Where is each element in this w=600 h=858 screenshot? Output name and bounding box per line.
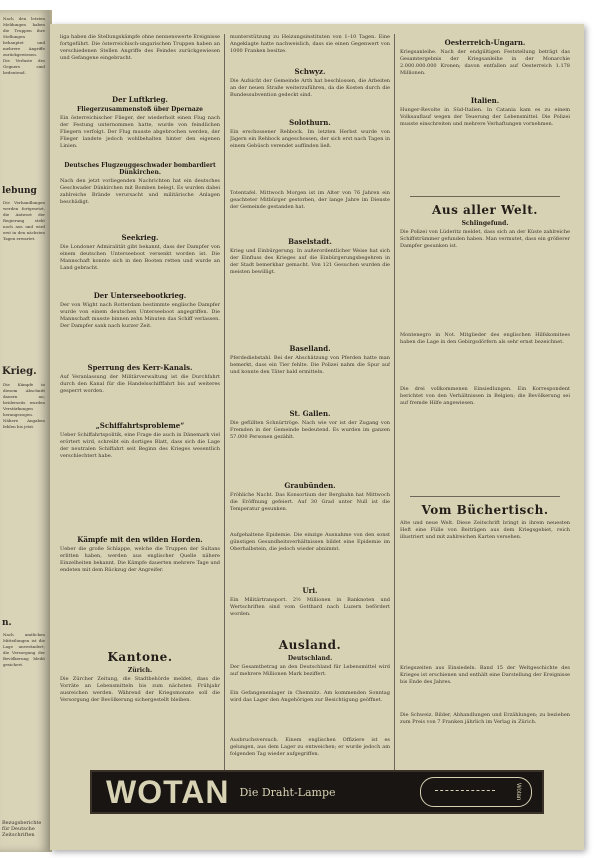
heading-luftkrieg: Der Luftkrieg. [112, 95, 168, 104]
heading-ausland: Ausland. [278, 638, 342, 652]
subheading-zuerich: Zürich. [127, 667, 153, 674]
article-gefangenenlager: Ein Gefangenenlager in Chemnitz. Am kommenden Sonntag wird das Lager den Angehörigen zur Besichtigung geöffnet. [230, 690, 390, 703]
heading-baselstadt: Baselstadt. [288, 237, 332, 246]
heading-uri: Uri. [302, 586, 318, 595]
divider [410, 196, 560, 197]
article-flieger: Ein österreichischer Flieger, der wiederholt einen Flug nach der Festung unternommen hatte, wurde von feindlichen Fliegern verfolgt. Der Flug musste abgebrochen werden, der Flieger landete jedoch wohlbehalten hinter den eigenen Linien. [60, 115, 220, 149]
article-seekrieg: Die Londoner Admiralität gibt bekannt, dass der Dampfer von einem deutschen Unterseeboot versenkt worden ist. Die Mannschaft konnte sich in den Booten retten und wurde an Land gebracht. [60, 244, 220, 271]
article-einsiedlungen: Die drei vollkommenen Einsiedlungen. Ein Korrespondent berichtet von den Verhältnissen in Belgien; die Bevölkerung sei auf fremde Hilfe angewiesen. [400, 386, 570, 406]
divider [410, 496, 560, 497]
previous-page-edge: Nach den letzten Meldungen haben die Truppen ihre Stellungen behauptet und mehrere Angriffe zurückgewiesen. Die Verluste des Gegners sind bedeutend. lebung Die Verhandlungen werden fortgesetzt, die Antwort der Regierung steht noch aus und wird erst in den nächsten Tagen erwartet. Krieg. Die Kämpfe in diesem Abschnitt dauern an; beiderseits wurden Verstärkungen herangezogen. Nähere Angaben fehlen bis jetzt. n. Nach amtlichen Mitteilungen ist die Lage unverändert; die Versorgung der Bevölkerung bleibt gesichert. Bezugsberichte für Deutsche Zeitschriften [0, 10, 52, 852]
heading-horden: Kämpfe mit den wilden Horden. [77, 535, 203, 544]
previous-page-fragment-1: lebung [2, 186, 37, 196]
article-kanal: Auf Veranlassung der Militärverwaltung ist die Durchfahrt durch den Kanal für die Handelsschifffahrt bis auf weiteres gesperrt worden. [60, 374, 220, 394]
heading-stgallen: St. Gallen. [289, 409, 331, 418]
article-totentafel: Totentafel. Mittwoch Morgen ist im Alter von 76 Jahren ein geachteter Mitbürger gestorben, der lange Jahre im Dienste der Gemeinde gestanden hat. [230, 190, 390, 210]
article-gesamtbetrag: Der Gesamtbetrag an den Deutschland für Lebensmittel wird auf mehrere Millionen Mark beziffert. [230, 664, 390, 677]
heading-schiffahrt: „Schiffahrtsprobleme“ [95, 421, 185, 430]
previous-page-fragment-2: Krieg. [2, 366, 37, 377]
subheading-deutschland: Deutschland. [287, 655, 333, 662]
subheading-flieger: Fliegerzusammenstoß über Dpernaze [77, 106, 203, 113]
article-froehliche-nacht: Fröhliche Nacht. Das Konsortium der Bergbahn hat Mittwoch die Eröffnung gefeiert. Auf 30 Grad unter Null ist die Temperatur gesunken. [230, 492, 390, 512]
article-militaertransport: Ein Militärtransport. 2½ Millionen in Banknoten und Wertschriften sind vom Gotthard nach Luzern befördert worden. [230, 597, 390, 617]
lamp-bulb-icon [420, 777, 532, 807]
subheading-duenkirchen: Deutsches Flugzeuggeschwader bombardiert Dünkirchen. [64, 162, 216, 176]
heading-kantone: Kantone. [107, 650, 173, 664]
article-einsiedeln: Kriegszeiten aus Einsiedeln. Band 15 der Weltgeschichte des Krieges ist erschienen und enthält eine Darstellung der Ereignisse bis Ende des Jahres. [400, 665, 570, 685]
previous-page-text: Nach den letzten Meldungen haben die Truppen ihre Stellungen behauptet und mehrere Angriffe zurückgewiesen. Die Verluste des Gegners sind bedeutend. [3, 16, 45, 75]
column-2 [230, 34, 390, 777]
heading-graubuenden: Graubünden. [284, 481, 336, 490]
ad-tagline: Die Draht-Lampe [239, 785, 336, 799]
article-die-schweiz: Die Schweiz. Bilder, Abhandlungen und Erzählungen; zu beziehen zum Preis von 7 Franken jährlich im Verlag in Zürich. [400, 712, 570, 725]
article-schiffahrt: Ueber Schiffahrtspolitik, eine Frage die auch in Dänemark viel erörtert wird, schreibt ein dortiges Blatt, dass sich die Lage der neutralen Schiffahrt seit Beginn des Krieges wesentlich verschlechtert habe. [60, 432, 220, 459]
heading-oesterreich: Oesterreich-Ungarn. [444, 38, 526, 47]
article-montenegro: Montenegro in Not. Mitglieder des englischen Hilfskomitees haben die Lage in den Gebirgsdörfern als sehr ernst bezeichnet. [400, 332, 570, 345]
article-hunger-revolte: Hunger-Revolte in Süd-Italien. In Catania kam es zu einem Volksauflauf wegen der Teuerung der Lebensmittel. Die Polizei musste einschreiten und mehrere Verhaftungen vornehmen. [400, 107, 570, 127]
article-einbuergerung: Krieg und Einbürgerung. In außerordentlicher Weise hat sich der Einfluss des Krieges auf die Einbürgerungsbegehren in der Stadt bemerkbar gemacht. Von 121 Gesuchen wurden die meisten bewilligt. [230, 248, 390, 275]
article-intro: liga haben die Stellungskämpfe ohne nennenswerte Ereignisse fortgeführt. Die österreichisch-ungarischen Truppen haben an verschiedenen Stellen Angriffe des Feindes zurückgewiesen und Gefangene eingebracht. [60, 34, 220, 61]
article-ausbruch: Ausbruchsversuch. Einem englischen Offiziere ist es gelungen, aus dem Lager zu entweichen; er wurde jedoch am folgenden Tag wieder aufgegriffen. [230, 737, 390, 757]
article-zuerich: Die Zürcher Zeitung, die Stadtbehörde meldet, dass die Vorräte an Lebensmitteln bis zum nächsten Frühjahr ausreichen werden. Während der Kriegsmonate soll die Versorgung der Bevölkerung sichergestellt bleiben. [60, 676, 220, 703]
article-schlingefund: Die Polizei von Lüderitz meldet, dass sich an der Küste zahlreiche Schiffstrümmer gefunden haben. Man vermutet, dass ein größerer Dampfer gesunken ist. [400, 229, 570, 249]
heading-baselland: Baselland. [289, 344, 331, 353]
previous-page-fragment-3: n. [2, 618, 12, 628]
bulb-label: Wotan [515, 783, 521, 801]
article-continued: munterstützung zu Heizungsinstituten von 1–10 Tagen. Eine Angeklagte hatte nachweislich, dass sie einen Gegenwert von 1000 Franken besitze. [230, 34, 390, 54]
article-schwyz: Die Aufsicht der Gemeinde Arth hat beschlossen, die Arbeiten an der neuen Straße weiterzuführen, da die Kosten durch die Bundessubvention gedeckt sind. [230, 78, 390, 98]
heading-solothurn: Solothurn. [289, 118, 331, 127]
column-rule-2 [394, 34, 395, 770]
heading-aus-aller-welt: Aus aller Welt. [432, 203, 538, 217]
heading-unterseeboot: Der Unterseebootkrieg. [93, 291, 187, 300]
column-rule-1 [224, 34, 225, 770]
column-1 [60, 34, 220, 731]
article-kriegsanleihe: Kriegsanleihe. Nach der endgültigen Feststellung beträgt das Gesamtergebnis der Kriegsanleihe in der Monarchie 2.000.000.000 Kronen; davon entfallen auf Oesterreich 1.178 Millionen. [400, 49, 570, 76]
article-horden: Ueber die große Schlappe, welche die Truppen der Sultans erlitten haben, werden aus englischer Quelle nähere Einzelheiten bekannt. Die Kämpfe dauerten mehrere Tage und endeten mit dem Rückzug der Angreifer. [60, 546, 220, 573]
column-3 [400, 34, 570, 752]
article-schnuertroege: Die gefüllten Schnürtröge. Nach wie vor ist der Zugang von Fremden in der Gemeinde bedeutend. Es wurden im ganzen 57.000 Personen gezählt. [230, 420, 390, 440]
heading-kanal: Sperrung des Kerr-Kanals. [87, 363, 193, 372]
filament-icon [435, 790, 495, 793]
subheading-schlingefund: Schlingefund. [461, 220, 509, 227]
article-alte-neue-welt: Alte und neue Welt. Diese Zeitschrift bringt in ihrem neuesten Heft eine Fülle von Beiträgen aus dem Kriegsgebiet, reich illustriert und mit zahlreichen Karten versehen. [400, 520, 570, 540]
article-duenkirchen: Nach den jetzt vorliegenden Nachrichten hat ein deutsches Geschwader Dünkirchen mit Bomben belegt. Es wurden dabei zahlreiche Brände verursacht und militärische Anlagen beschädigt. [60, 178, 220, 205]
wotan-advertisement [90, 770, 544, 814]
newspaper-page [50, 24, 584, 850]
article-epidemie: Aufgehaltene Epidemie. Die einzige Ausnahme von den sonst günstigen Gesundheitsverhältnissen bildet eine Epidemie im Oberhalbstein, die jedoch wieder abnimmt. [230, 532, 390, 552]
ad-brand: WOTAN [106, 773, 230, 810]
article-unterseeboot: Der von Wight nach Rotterdam bestimmte englische Dampfer wurde von einem deutschen Unterseeboot angegriffen. Die Mannschaft musste binnen zehn Minuten das Schiff verlassen. Der Dampfer sank nach kurzer Zeit. [60, 302, 220, 329]
heading-buechertisch: Vom Büchertisch. [421, 503, 549, 517]
article-pferdediebstahl: Pferdediebstahl. Bei der Abschätzung von Pferden hatte man bemerkt, dass ein Tier fehlte. Die Polizei nahm die Spur auf und konnte den Täter bald ermitteln. [230, 355, 390, 375]
heading-schwyz: Schwyz. [294, 67, 326, 76]
heading-italien: Italien. [470, 96, 500, 105]
article-rehbock: Ein erschossener Rehbock. Im letzten Herbst wurde von Jägern ein Rehbock angeschossen, der sich erst nach Tagen in einem Gebüsch verendet auffinden ließ. [230, 129, 390, 149]
heading-seekrieg: Seekrieg. [121, 233, 159, 242]
previous-page-note: Bezugsberichte für Deutsche Zeitschriften [2, 820, 42, 838]
